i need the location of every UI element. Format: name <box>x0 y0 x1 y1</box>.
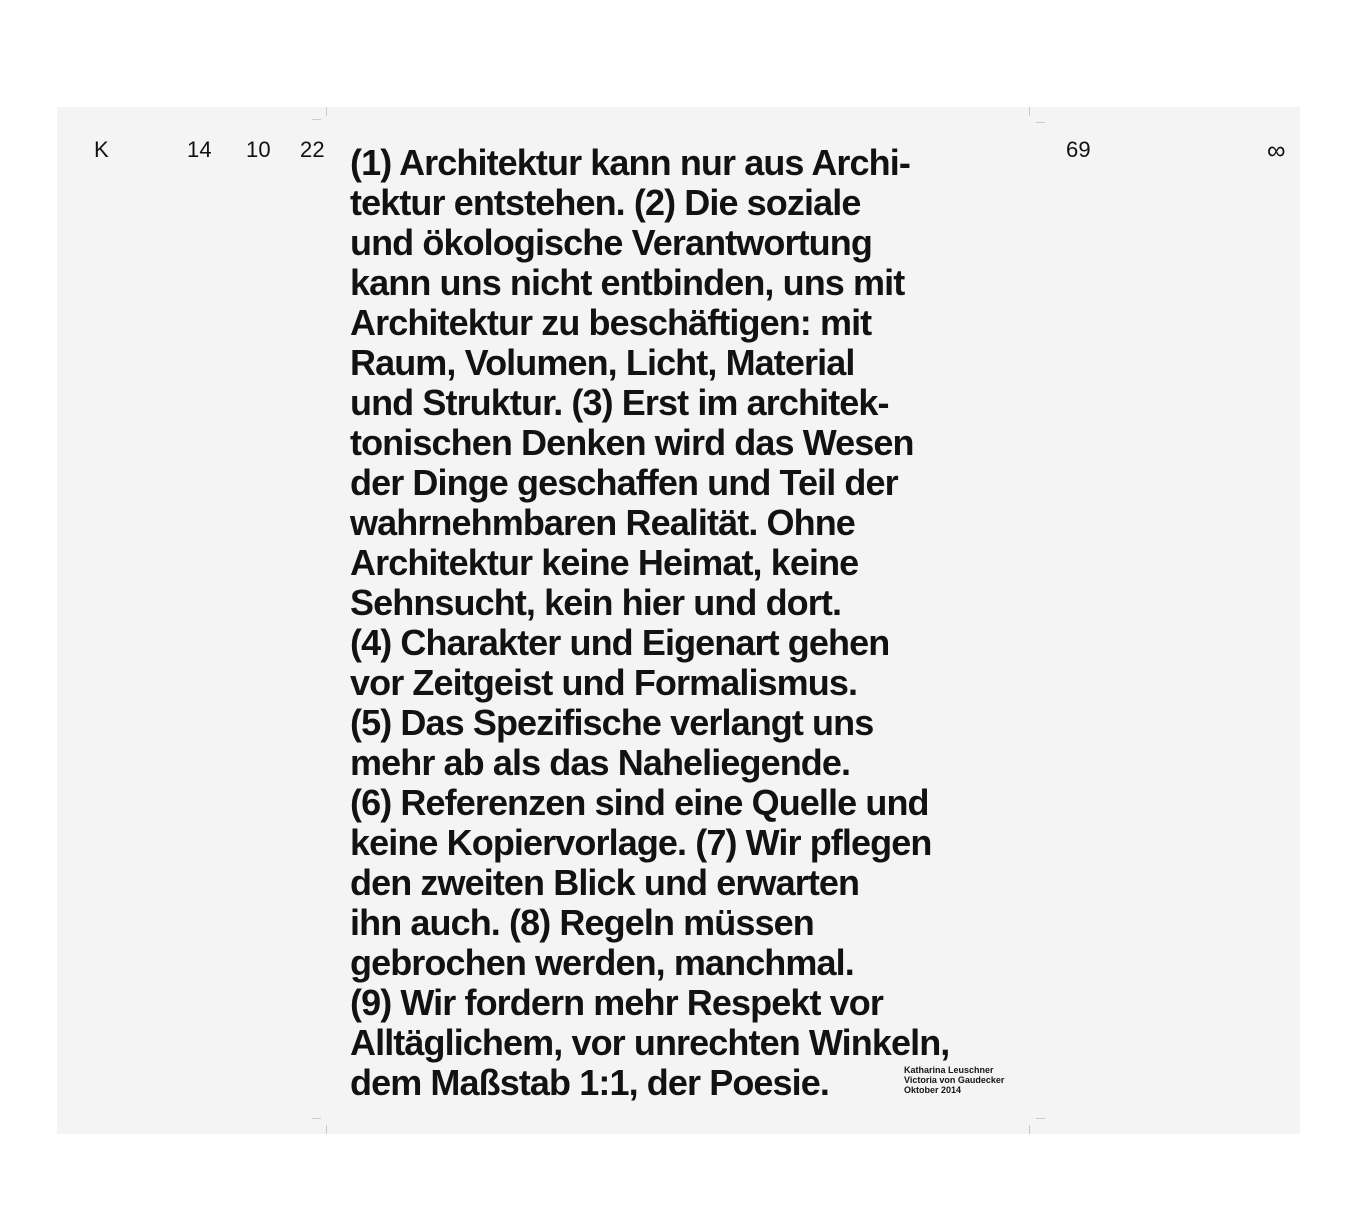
crop-mark-top-left <box>312 119 321 120</box>
credit-author-2: Victoria von Gaudecker <box>904 1075 1005 1085</box>
manifesto-line: tektur entstehen. (2) Die soziale <box>350 182 861 223</box>
crop-mark-bottom-left-v <box>326 1125 327 1134</box>
manifesto-text <box>350 143 1050 1103</box>
manifesto-line: (4) Charakter und Eigenart gehen <box>350 622 890 663</box>
manifesto-line: gebrochen werden, manchmal. <box>350 942 854 983</box>
manifesto-line: Sehnsucht, kein hier und dort. <box>350 582 842 623</box>
manifesto-line: der Dinge geschaffen und Teil der <box>350 462 898 503</box>
manifesto-line: kann uns nicht entbinden, uns mit <box>350 262 905 303</box>
crop-mark-bottom-right <box>1036 1118 1045 1119</box>
header-letter: K <box>94 137 109 162</box>
header-day: 14 <box>187 137 212 162</box>
header-month: 10 <box>246 137 271 162</box>
manifesto-line: mehr ab als das Naheliegende. <box>350 742 851 783</box>
credit-date: Oktober 2014 <box>904 1085 962 1095</box>
manifesto-line: (9) Wir fordern mehr Respekt vor <box>350 982 883 1023</box>
manifesto-line: Architektur keine Heimat, keine <box>350 542 859 583</box>
manifesto-line: wahrnehmbaren Realität. Ohne <box>350 502 855 543</box>
crop-mark-top-right <box>1036 122 1045 123</box>
manifesto-line: Raum, Volumen, Licht, Material <box>350 342 855 383</box>
manifesto-line: (5) Das Spezifische verlangt uns <box>350 702 874 743</box>
crop-mark-bottom-left <box>312 1118 321 1119</box>
header-year: 22 <box>300 137 325 162</box>
header-infinity: ∞ <box>1267 135 1286 165</box>
manifesto-line: Alltäglichem, vor unrechten Winkeln, <box>350 1022 950 1063</box>
manifesto-line: (6) Referenzen sind eine Quelle und <box>350 782 929 823</box>
crop-mark-top-right-v <box>1029 107 1030 116</box>
header-number: 69 <box>1066 137 1091 162</box>
manifesto-line: ihn auch. (8) Regeln müssen <box>350 902 814 943</box>
manifesto-line: und ökologische Verantwortung <box>350 222 872 263</box>
manifesto-line: (1) Architektur kann nur aus Archi- <box>350 142 910 183</box>
manifesto-line: vor Zeitgeist und Formalismus. <box>350 662 858 703</box>
credits <box>904 1065 1004 1095</box>
manifesto-line: dem Maßstab 1:1, der Poesie. <box>350 1062 829 1103</box>
manifesto-line: keine Kopiervorlage. (7) Wir pflegen <box>350 822 932 863</box>
credit-author-1: Katharina Leuschner <box>904 1065 994 1075</box>
crop-mark-bottom-right-v <box>1029 1125 1030 1134</box>
manifesto-line: und Struktur. (3) Erst im architek- <box>350 382 889 423</box>
crop-mark-top-left-v <box>326 107 327 116</box>
manifesto-line: den zweiten Blick und erwarten <box>350 862 860 903</box>
manifesto-line: tonischen Denken wird das Wesen <box>350 422 914 463</box>
manifesto-line: Architektur zu beschäftigen: mit <box>350 302 872 343</box>
